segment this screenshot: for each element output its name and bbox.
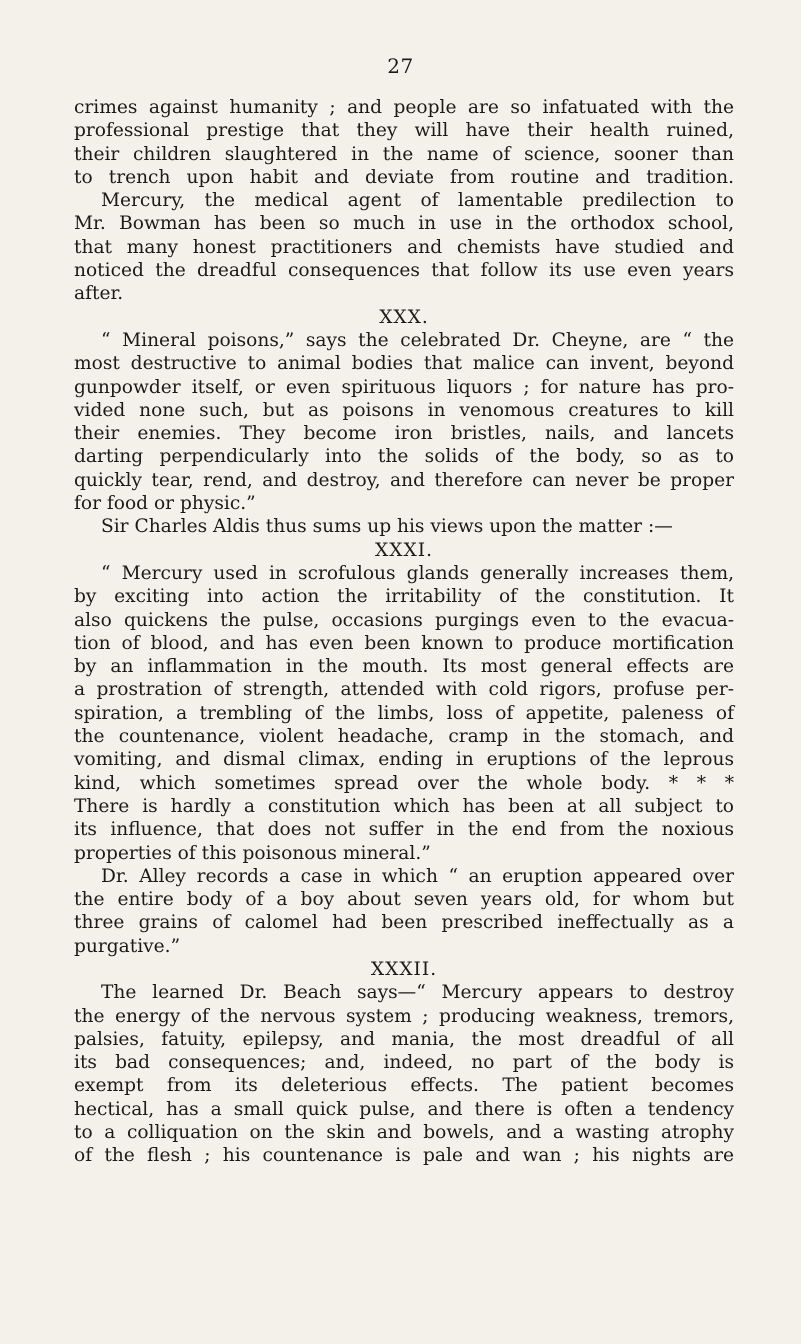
text-line: exempt from its deleterious effects. The patient becomes bbox=[74, 1075, 734, 1097]
text-line: most destructive to animal bodies that malice can invent, beyond bbox=[74, 353, 734, 375]
text-line: hectical, has a small quick pulse, and there is often a tendency bbox=[74, 1098, 734, 1120]
text-line: its bad consequences; and, indeed, no part of the body is bbox=[74, 1052, 734, 1074]
section-heading: XXXII. bbox=[370, 958, 438, 980]
section-heading: XXX. bbox=[379, 306, 429, 328]
text-line: to a colliquation on the skin and bowels, and a wasting atrophy bbox=[74, 1122, 734, 1144]
text-line: professional prestige that they will have their health ruined, bbox=[74, 120, 734, 142]
text-line: by exciting into action the irritability of the constitution. It bbox=[74, 586, 734, 608]
text-line: darting perpendicularly into the solids of the body, so as to bbox=[74, 446, 734, 468]
text-line: by an inflammation in the mouth. Its most general effects are bbox=[74, 656, 734, 678]
text-line: quickly tear, rend, and destroy, and therefore can never be proper bbox=[74, 469, 734, 491]
text-line: vided none such, but as poisons in venomous creatures to kill bbox=[74, 399, 734, 421]
text-line: their enemies. They become iron bristles, nails, and lancets bbox=[74, 423, 734, 445]
text-line: noticed the dreadful consequences that follow its use even years bbox=[74, 260, 734, 282]
text-line: also quickens the pulse, occasions purgings even to the evacua- bbox=[74, 609, 734, 631]
text-line: crimes against humanity ; and people are so infatuated with the bbox=[74, 97, 734, 118]
text-line: a prostration of strength, attended with cold rigors, profuse per- bbox=[74, 679, 734, 701]
text-line: gunpowder itself, or even spirituous liquors ; for nature has pro- bbox=[74, 376, 734, 398]
text-line: that many honest practitioners and chemists have studied and bbox=[74, 236, 734, 258]
text-line: to trench upon habit and deviate from routine and tradition. bbox=[74, 166, 734, 188]
text-line: vomiting, and dismal climax, ending in eruptions of the leprous bbox=[74, 749, 734, 771]
text-line: three grains of calomel had been prescribed ineffectually as a bbox=[74, 912, 734, 934]
text-line: the countenance, violent headache, cramp in the stomach, and bbox=[74, 726, 734, 748]
text-line: properties of this poisonous mineral.” bbox=[74, 842, 431, 864]
text-line: tion of blood, and has even been known to produce mortification bbox=[74, 632, 734, 654]
text-line: “ Mercury used in scrofulous glands generally increases them, bbox=[101, 562, 734, 584]
text-line: Dr. Alley records a case in which “ an eruption appeared over bbox=[101, 865, 734, 887]
text-line: palsies, fatuity, epilepsy, and mania, the most dreadful of all bbox=[74, 1028, 734, 1050]
text-line: of the flesh ; his countenance is pale and wan ; his nights are bbox=[74, 1145, 734, 1167]
text-line: its influence, that does not suffer in the end from the noxious bbox=[74, 819, 734, 841]
text-line: after. bbox=[74, 283, 124, 305]
text-line: Sir Charles Aldis thus sums up his views upon the matter :— bbox=[101, 516, 673, 538]
text-line: There is hardly a constitution which has been at all subject to bbox=[74, 795, 734, 817]
text-line: for food or physic.” bbox=[74, 493, 256, 515]
text-line: the energy of the nervous system ; producing weakness, tremors, bbox=[74, 1005, 734, 1027]
text-line: purgative.” bbox=[74, 935, 181, 957]
text-line: “ Mineral poisons,” says the celebrated Dr. Cheyne, are “ the bbox=[101, 329, 734, 351]
text-line: The learned Dr. Beach says—“ Mercury appears to destroy bbox=[101, 982, 734, 1004]
text-line: spiration, a trembling of the limbs, loss of appetite, paleness of bbox=[74, 702, 734, 724]
section-heading: XXXI. bbox=[375, 539, 433, 561]
text-line: kind, which sometimes spread over the whole body. * * * bbox=[74, 772, 734, 794]
body-text bbox=[74, 96, 734, 1168]
text-line: Mr. Bowman has been so much in use in the orthodox school, bbox=[74, 213, 734, 235]
text-line: Mercury, the medical agent of lamentable predilection to bbox=[101, 190, 734, 212]
page-number: 27 bbox=[387, 54, 414, 78]
text-line: the entire body of a boy about seven years old, for whom but bbox=[74, 889, 734, 911]
text-line: their children slaughtered in the name of science, sooner than bbox=[74, 143, 734, 165]
